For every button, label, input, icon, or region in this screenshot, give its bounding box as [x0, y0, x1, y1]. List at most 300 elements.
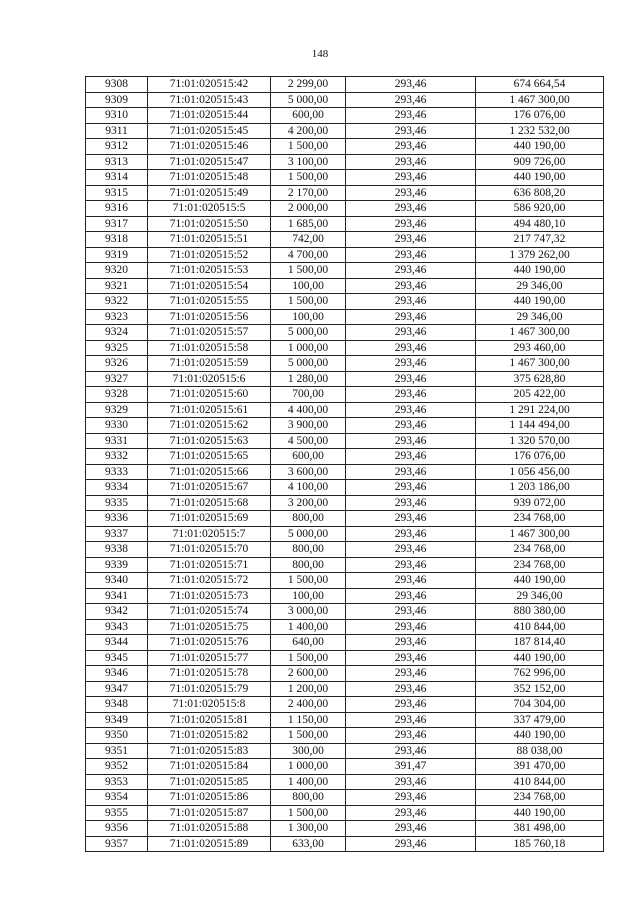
cadastral-value-cell: 293 460,00 — [476, 340, 604, 356]
cadastral-number-cell: 71:01:020515:82 — [148, 728, 271, 744]
table-row — [86, 325, 604, 341]
cadastral-value-cell: 440 190,00 — [476, 294, 604, 310]
area-cell: 1 500,00 — [271, 728, 346, 744]
row-number-cell: 9309 — [86, 92, 148, 108]
unit-value-cell: 293,46 — [346, 573, 476, 589]
cadastral-value-cell: 1 291 224,00 — [476, 402, 604, 418]
cadastral-number-cell: 71:01:020515:86 — [148, 790, 271, 806]
cadastral-number-cell: 71:01:020515:43 — [148, 92, 271, 108]
cadastral-number-cell: 71:01:020515:56 — [148, 309, 271, 325]
table-row — [86, 511, 604, 527]
cadastral-value-cell: 410 844,00 — [476, 619, 604, 635]
cadastral-number-cell: 71:01:020515:60 — [148, 387, 271, 403]
cadastral-number-cell: 71:01:020515:88 — [148, 821, 271, 837]
area-cell: 700,00 — [271, 387, 346, 403]
unit-value-cell: 293,46 — [346, 790, 476, 806]
row-number-cell: 9345 — [86, 650, 148, 666]
unit-value-cell: 293,46 — [346, 666, 476, 682]
cadastral-number-cell: 71:01:020515:83 — [148, 743, 271, 759]
cadastral-value-cell: 636 808,20 — [476, 185, 604, 201]
row-number-cell: 9350 — [86, 728, 148, 744]
table-row — [86, 247, 604, 263]
cadastral-value-cell: 939 072,00 — [476, 495, 604, 511]
table-row — [86, 697, 604, 713]
cadastral-number-cell: 71:01:020515:65 — [148, 449, 271, 465]
cadastral-value-cell: 880 380,00 — [476, 604, 604, 620]
row-number-cell: 9335 — [86, 495, 148, 511]
row-number-cell: 9336 — [86, 511, 148, 527]
cadastral-value-cell: 234 768,00 — [476, 557, 604, 573]
unit-value-cell: 293,46 — [346, 185, 476, 201]
area-cell: 1 500,00 — [271, 650, 346, 666]
area-cell: 633,00 — [271, 836, 346, 852]
table-row — [86, 232, 604, 248]
area-cell: 1 400,00 — [271, 619, 346, 635]
table-row — [86, 666, 604, 682]
area-cell: 1 685,00 — [271, 216, 346, 232]
table-row — [86, 77, 604, 93]
cadastral-number-cell: 71:01:020515:79 — [148, 681, 271, 697]
unit-value-cell: 293,46 — [346, 263, 476, 279]
row-number-cell: 9322 — [86, 294, 148, 310]
cadastral-value-cell: 88 038,00 — [476, 743, 604, 759]
cadastral-number-cell: 71:01:020515:49 — [148, 185, 271, 201]
unit-value-cell: 293,46 — [346, 619, 476, 635]
table-row — [86, 480, 604, 496]
unit-value-cell: 293,46 — [346, 92, 476, 108]
unit-value-cell: 293,46 — [346, 511, 476, 527]
row-number-cell: 9314 — [86, 170, 148, 186]
table-row — [86, 356, 604, 372]
unit-value-cell: 293,46 — [346, 201, 476, 217]
table-row — [86, 154, 604, 170]
table-row — [86, 836, 604, 852]
cadastral-value-cell: 440 190,00 — [476, 728, 604, 744]
cadastral-number-cell: 71:01:020515:76 — [148, 635, 271, 651]
row-number-cell: 9327 — [86, 371, 148, 387]
row-number-cell: 9341 — [86, 588, 148, 604]
cadastral-value-cell: 185 760,18 — [476, 836, 604, 852]
cadastral-number-cell: 71:01:020515:72 — [148, 573, 271, 589]
cadastral-value-cell: 1 467 300,00 — [476, 526, 604, 542]
area-cell: 2 400,00 — [271, 697, 346, 713]
row-number-cell: 9316 — [86, 201, 148, 217]
row-number-cell: 9319 — [86, 247, 148, 263]
unit-value-cell: 293,46 — [346, 774, 476, 790]
cadastral-number-cell: 71:01:020515:63 — [148, 433, 271, 449]
area-cell: 1 200,00 — [271, 681, 346, 697]
table-row — [86, 433, 604, 449]
cadastral-value-cell: 762 996,00 — [476, 666, 604, 682]
row-number-cell: 9342 — [86, 604, 148, 620]
table-row — [86, 821, 604, 837]
cadastral-number-cell: 71:01:020515:71 — [148, 557, 271, 573]
row-number-cell: 9326 — [86, 356, 148, 372]
area-cell: 1 500,00 — [271, 805, 346, 821]
area-cell: 3 000,00 — [271, 604, 346, 620]
cadastral-value-cell: 1 232 532,00 — [476, 123, 604, 139]
table-row — [86, 635, 604, 651]
table-row — [86, 728, 604, 744]
table-row — [86, 759, 604, 775]
area-cell: 1 000,00 — [271, 759, 346, 775]
cadastral-number-cell: 71:01:020515:45 — [148, 123, 271, 139]
area-cell: 1 150,00 — [271, 712, 346, 728]
unit-value-cell: 293,46 — [346, 495, 476, 511]
cadastral-value-cell: 410 844,00 — [476, 774, 604, 790]
cadastral-value-cell: 440 190,00 — [476, 170, 604, 186]
row-number-cell: 9325 — [86, 340, 148, 356]
row-number-cell: 9347 — [86, 681, 148, 697]
table-row — [86, 123, 604, 139]
table-row — [86, 294, 604, 310]
area-cell: 1 280,00 — [271, 371, 346, 387]
unit-value-cell: 293,46 — [346, 402, 476, 418]
cadastral-number-cell: 71:01:020515:8 — [148, 697, 271, 713]
table-row — [86, 805, 604, 821]
area-cell: 800,00 — [271, 511, 346, 527]
cadastral-value-cell: 29 346,00 — [476, 278, 604, 294]
unit-value-cell: 293,46 — [346, 170, 476, 186]
row-number-cell: 9355 — [86, 805, 148, 821]
area-cell: 1 500,00 — [271, 139, 346, 155]
row-number-cell: 9308 — [86, 77, 148, 93]
area-cell: 3 900,00 — [271, 418, 346, 434]
table-row — [86, 402, 604, 418]
unit-value-cell: 293,46 — [346, 557, 476, 573]
unit-value-cell: 293,46 — [346, 542, 476, 558]
cadastral-value-cell: 29 346,00 — [476, 309, 604, 325]
unit-value-cell: 293,46 — [346, 836, 476, 852]
cadastral-number-cell: 71:01:020515:78 — [148, 666, 271, 682]
row-number-cell: 9334 — [86, 480, 148, 496]
row-number-cell: 9313 — [86, 154, 148, 170]
unit-value-cell: 293,46 — [346, 123, 476, 139]
table-row — [86, 604, 604, 620]
table-row — [86, 371, 604, 387]
unit-value-cell: 293,46 — [346, 650, 476, 666]
area-cell: 1 400,00 — [271, 774, 346, 790]
row-number-cell: 9351 — [86, 743, 148, 759]
area-cell: 1 500,00 — [271, 170, 346, 186]
table-row — [86, 340, 604, 356]
row-number-cell: 9337 — [86, 526, 148, 542]
table-row — [86, 263, 604, 279]
row-number-cell: 9332 — [86, 449, 148, 465]
cadastral-number-cell: 71:01:020515:77 — [148, 650, 271, 666]
table-row — [86, 216, 604, 232]
area-cell: 5 000,00 — [271, 92, 346, 108]
unit-value-cell: 293,46 — [346, 77, 476, 93]
area-cell: 1 500,00 — [271, 294, 346, 310]
cadastral-number-cell: 71:01:020515:47 — [148, 154, 271, 170]
row-number-cell: 9317 — [86, 216, 148, 232]
area-cell: 3 100,00 — [271, 154, 346, 170]
row-number-cell: 9311 — [86, 123, 148, 139]
cadastral-number-cell: 71:01:020515:58 — [148, 340, 271, 356]
cadastral-number-cell: 71:01:020515:61 — [148, 402, 271, 418]
cadastral-number-cell: 71:01:020515:85 — [148, 774, 271, 790]
unit-value-cell: 293,46 — [346, 526, 476, 542]
cadastral-number-cell: 71:01:020515:89 — [148, 836, 271, 852]
row-number-cell: 9333 — [86, 464, 148, 480]
unit-value-cell: 293,46 — [346, 743, 476, 759]
table-body — [86, 77, 604, 852]
row-number-cell: 9339 — [86, 557, 148, 573]
table-row — [86, 108, 604, 124]
cadastral-value-cell: 440 190,00 — [476, 805, 604, 821]
area-cell: 1 500,00 — [271, 263, 346, 279]
table-row — [86, 681, 604, 697]
cadastral-value-cell: 1 467 300,00 — [476, 356, 604, 372]
row-number-cell: 9328 — [86, 387, 148, 403]
row-number-cell: 9321 — [86, 278, 148, 294]
cadastral-number-cell: 71:01:020515:46 — [148, 139, 271, 155]
row-number-cell: 9329 — [86, 402, 148, 418]
cadastral-value-cell: 1 320 570,00 — [476, 433, 604, 449]
cadastral-value-cell: 440 190,00 — [476, 650, 604, 666]
cadastral-value-cell: 1 144 494,00 — [476, 418, 604, 434]
area-cell: 2 600,00 — [271, 666, 346, 682]
area-cell: 2 000,00 — [271, 201, 346, 217]
cadastral-number-cell: 71:01:020515:42 — [148, 77, 271, 93]
area-cell: 5 000,00 — [271, 325, 346, 341]
table-row — [86, 588, 604, 604]
table-row — [86, 418, 604, 434]
area-cell: 4 700,00 — [271, 247, 346, 263]
unit-value-cell: 391,47 — [346, 759, 476, 775]
cadastral-number-cell: 71:01:020515:75 — [148, 619, 271, 635]
area-cell: 5 000,00 — [271, 526, 346, 542]
table-row — [86, 464, 604, 480]
unit-value-cell: 293,46 — [346, 712, 476, 728]
unit-value-cell: 293,46 — [346, 821, 476, 837]
unit-value-cell: 293,46 — [346, 371, 476, 387]
cadastral-value-cell: 391 470,00 — [476, 759, 604, 775]
cadastral-value-cell: 205 422,00 — [476, 387, 604, 403]
table-row — [86, 278, 604, 294]
unit-value-cell: 293,46 — [346, 588, 476, 604]
unit-value-cell: 293,46 — [346, 480, 476, 496]
unit-value-cell: 293,46 — [346, 681, 476, 697]
row-number-cell: 9324 — [86, 325, 148, 341]
cadastral-value-cell: 1 379 262,00 — [476, 247, 604, 263]
area-cell: 100,00 — [271, 588, 346, 604]
unit-value-cell: 293,46 — [346, 387, 476, 403]
area-cell: 1 300,00 — [271, 821, 346, 837]
area-cell: 5 000,00 — [271, 356, 346, 372]
cadastral-value-cell: 352 152,00 — [476, 681, 604, 697]
area-cell: 3 600,00 — [271, 464, 346, 480]
cadastral-number-cell: 71:01:020515:50 — [148, 216, 271, 232]
cadastral-number-cell: 71:01:020515:55 — [148, 294, 271, 310]
unit-value-cell: 293,46 — [346, 464, 476, 480]
cadastral-value-cell: 1 203 186,00 — [476, 480, 604, 496]
cadastral-value-cell: 1 056 456,00 — [476, 464, 604, 480]
unit-value-cell: 293,46 — [346, 697, 476, 713]
row-number-cell: 9323 — [86, 309, 148, 325]
row-number-cell: 9338 — [86, 542, 148, 558]
cadastral-number-cell: 71:01:020515:59 — [148, 356, 271, 372]
cadastral-value-cell: 674 664,54 — [476, 77, 604, 93]
row-number-cell: 9356 — [86, 821, 148, 837]
cadastral-number-cell: 71:01:020515:73 — [148, 588, 271, 604]
cadastral-value-cell: 375 628,80 — [476, 371, 604, 387]
area-cell: 800,00 — [271, 790, 346, 806]
cadastral-number-cell: 71:01:020515:69 — [148, 511, 271, 527]
cadastral-number-cell: 71:01:020515:57 — [148, 325, 271, 341]
unit-value-cell: 293,46 — [346, 216, 476, 232]
cadastral-number-cell: 71:01:020515:81 — [148, 712, 271, 728]
cadastral-number-cell: 71:01:020515:62 — [148, 418, 271, 434]
table-row — [86, 542, 604, 558]
table-row — [86, 201, 604, 217]
area-cell: 3 200,00 — [271, 495, 346, 511]
table-row — [86, 573, 604, 589]
unit-value-cell: 293,46 — [346, 635, 476, 651]
cadastral-number-cell: 71:01:020515:67 — [148, 480, 271, 496]
area-cell: 4 200,00 — [271, 123, 346, 139]
cadastral-number-cell: 71:01:020515:48 — [148, 170, 271, 186]
table-row — [86, 387, 604, 403]
table-row — [86, 139, 604, 155]
table-row — [86, 557, 604, 573]
area-cell: 800,00 — [271, 557, 346, 573]
table-row — [86, 774, 604, 790]
cadastral-number-cell: 71:01:020515:84 — [148, 759, 271, 775]
cadastral-number-cell: 71:01:020515:7 — [148, 526, 271, 542]
cadastral-value-cell: 440 190,00 — [476, 139, 604, 155]
cadastral-number-cell: 71:01:020515:52 — [148, 247, 271, 263]
unit-value-cell: 293,46 — [346, 108, 476, 124]
cadastral-value-cell: 1 467 300,00 — [476, 325, 604, 341]
table-row — [86, 92, 604, 108]
cadastral-number-cell: 71:01:020515:54 — [148, 278, 271, 294]
row-number-cell: 9315 — [86, 185, 148, 201]
unit-value-cell: 293,46 — [346, 340, 476, 356]
unit-value-cell: 293,46 — [346, 232, 476, 248]
row-number-cell: 9312 — [86, 139, 148, 155]
cadastral-value-cell: 440 190,00 — [476, 573, 604, 589]
row-number-cell: 9330 — [86, 418, 148, 434]
unit-value-cell: 293,46 — [346, 325, 476, 341]
cadastral-number-cell: 71:01:020515:44 — [148, 108, 271, 124]
table-row — [86, 619, 604, 635]
table-row — [86, 790, 604, 806]
cadastral-value-cell: 217 747,32 — [476, 232, 604, 248]
area-cell: 4 100,00 — [271, 480, 346, 496]
area-cell: 4 400,00 — [271, 402, 346, 418]
cadastral-value-cell: 704 304,00 — [476, 697, 604, 713]
table-row — [86, 526, 604, 542]
row-number-cell: 9310 — [86, 108, 148, 124]
cadastral-value-cell: 187 814,40 — [476, 635, 604, 651]
cadastral-number-cell: 71:01:020515:66 — [148, 464, 271, 480]
page-number: 148 — [311, 48, 329, 60]
cadastral-value-cell: 176 076,00 — [476, 449, 604, 465]
area-cell: 742,00 — [271, 232, 346, 248]
area-cell: 600,00 — [271, 108, 346, 124]
area-cell: 100,00 — [271, 309, 346, 325]
cadastral-number-cell: 71:01:020515:87 — [148, 805, 271, 821]
row-number-cell: 9343 — [86, 619, 148, 635]
table-row — [86, 185, 604, 201]
cadastral-number-cell: 71:01:020515:70 — [148, 542, 271, 558]
unit-value-cell: 293,46 — [346, 356, 476, 372]
row-number-cell: 9352 — [86, 759, 148, 775]
row-number-cell: 9357 — [86, 836, 148, 852]
area-cell: 2 299,00 — [271, 77, 346, 93]
cadastral-value-table — [85, 76, 604, 852]
cadastral-number-cell: 71:01:020515:74 — [148, 604, 271, 620]
row-number-cell: 9331 — [86, 433, 148, 449]
unit-value-cell: 293,46 — [346, 433, 476, 449]
unit-value-cell: 293,46 — [346, 309, 476, 325]
unit-value-cell: 293,46 — [346, 139, 476, 155]
unit-value-cell: 293,46 — [346, 278, 476, 294]
area-cell: 640,00 — [271, 635, 346, 651]
table-row — [86, 449, 604, 465]
unit-value-cell: 293,46 — [346, 805, 476, 821]
row-number-cell: 9344 — [86, 635, 148, 651]
area-cell: 1 500,00 — [271, 573, 346, 589]
area-cell: 300,00 — [271, 743, 346, 759]
table-row — [86, 650, 604, 666]
cadastral-value-cell: 586 920,00 — [476, 201, 604, 217]
row-number-cell: 9346 — [86, 666, 148, 682]
cadastral-value-cell: 440 190,00 — [476, 263, 604, 279]
cadastral-number-cell: 71:01:020515:53 — [148, 263, 271, 279]
unit-value-cell: 293,46 — [346, 247, 476, 263]
area-cell: 800,00 — [271, 542, 346, 558]
area-cell: 100,00 — [271, 278, 346, 294]
unit-value-cell: 293,46 — [346, 728, 476, 744]
cadastral-number-cell: 71:01:020515:68 — [148, 495, 271, 511]
unit-value-cell: 293,46 — [346, 294, 476, 310]
table-row — [86, 712, 604, 728]
table-row — [86, 309, 604, 325]
area-cell: 2 170,00 — [271, 185, 346, 201]
cadastral-value-cell: 381 498,00 — [476, 821, 604, 837]
table-row — [86, 743, 604, 759]
cadastral-value-cell: 909 726,00 — [476, 154, 604, 170]
cadastral-value-cell: 494 480,10 — [476, 216, 604, 232]
area-cell: 1 000,00 — [271, 340, 346, 356]
cadastral-number-cell: 71:01:020515:51 — [148, 232, 271, 248]
unit-value-cell: 293,46 — [346, 418, 476, 434]
row-number-cell: 9320 — [86, 263, 148, 279]
table-row — [86, 170, 604, 186]
cadastral-value-cell: 176 076,00 — [476, 108, 604, 124]
row-number-cell: 9348 — [86, 697, 148, 713]
row-number-cell: 9340 — [86, 573, 148, 589]
cadastral-value-cell: 1 467 300,00 — [476, 92, 604, 108]
cadastral-number-cell: 71:01:020515:5 — [148, 201, 271, 217]
row-number-cell: 9354 — [86, 790, 148, 806]
cadastral-number-cell: 71:01:020515:6 — [148, 371, 271, 387]
unit-value-cell: 293,46 — [346, 449, 476, 465]
row-number-cell: 9318 — [86, 232, 148, 248]
cadastral-value-cell: 29 346,00 — [476, 588, 604, 604]
row-number-cell: 9349 — [86, 712, 148, 728]
area-cell: 600,00 — [271, 449, 346, 465]
row-number-cell: 9353 — [86, 774, 148, 790]
cadastral-value-cell: 234 768,00 — [476, 542, 604, 558]
cadastral-value-cell: 337 479,00 — [476, 712, 604, 728]
table-row — [86, 495, 604, 511]
unit-value-cell: 293,46 — [346, 604, 476, 620]
cadastral-value-cell: 234 768,00 — [476, 790, 604, 806]
